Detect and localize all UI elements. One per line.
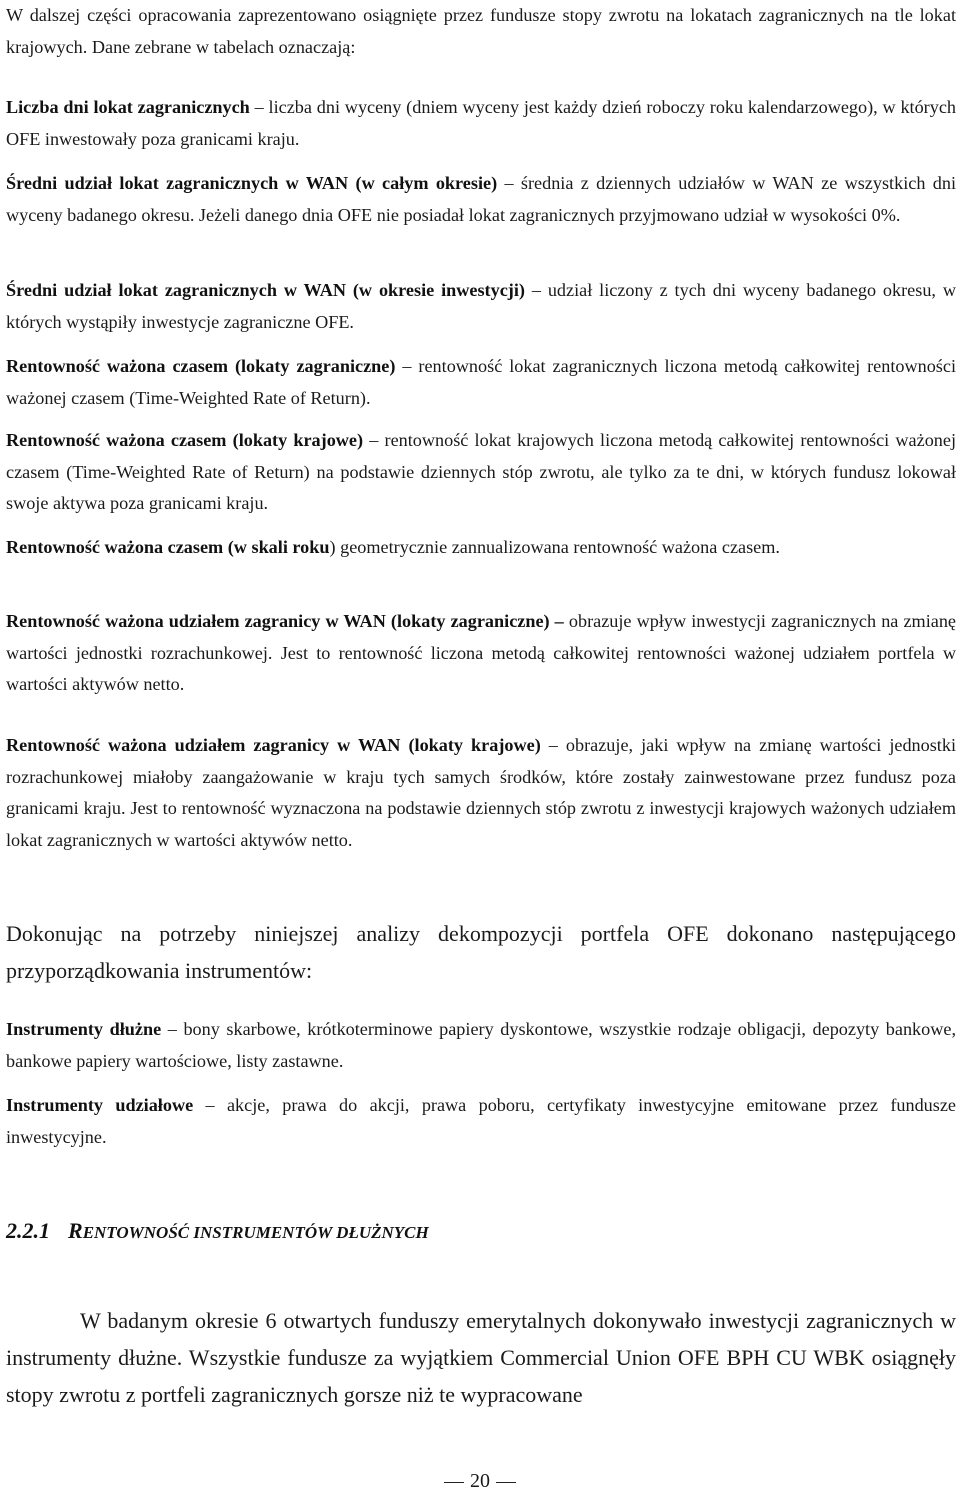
- instrument-desc: bony skarbowe, krótkoterminowe papiery dyskontowe, wszystkie rodzaje obligacji, depozyty bankowe, bankowe papiery wartościowe, listy zastawne.: [6, 1019, 957, 1071]
- intro-paragraph: W dalszej części opracowania zaprezentowano osiągnięte przez fundusze stopy zwrotu na lokatach zagranicznych na tle lokat krajowych. Dane zebrane w tabelach oznaczają:: [6, 5, 956, 57]
- section-number: 2.2.1: [6, 1218, 50, 1243]
- definition-term: Średni udział lokat zagranicznych w WAN (w całym okresie): [6, 173, 498, 193]
- decomposition-paragraph: Dokonując na potrzeby niniejszej analizy dekompozycji portfela OFE dokonano następującego przyporządkowania instrumentów:: [6, 921, 956, 983]
- instrument-desc: akcje, prawa do akcji, prawa poboru, certyfikaty inwestycyjne emitowane przez fundusze inwestycyjne.: [6, 1095, 957, 1147]
- definition-4: Rentowność ważona czasem (lokaty krajowe) – rentowność lokat krajowych liczona metodą całkowitej rentowności ważonej czasem (Time-Weighted Rate of Return) na podstawie dziennych stóp zwrotu, ale tylko za te dni, w których fundusz lokował swoje aktywa poza granicami kraju.: [6, 430, 957, 513]
- definition-1: Średni udział lokat zagranicznych w WAN (w całym okresie) – średnia z dziennych udziałów w WAN ze wszystkich dni wyceny badanego okresu. Jeżeli danego dnia OFE nie posiadał lokat zagranicznych przyjmowano udział w wysokości 0%.: [6, 173, 956, 225]
- body-paragraph: W badanym okresie 6 otwartych funduszy emerytalnych dokonywało inwestycji zagranicznych w instrumenty dłużne. Wszystkie fundusze za wyjątkiem Commercial Union OFE BPH CU WBK osiągnęły stopy zwrotu z portfeli zagranicznych gorsze niż te wypracowane: [6, 1308, 956, 1407]
- definition-6: [6, 606, 956, 701]
- section-title-initial: R: [68, 1218, 83, 1243]
- definition-term: Rentowność ważona udziałem zagranicy w WAN (lokaty krajowe): [6, 735, 541, 755]
- definition-term: Rentowność ważona czasem (lokaty krajowe): [6, 430, 364, 450]
- definition-desc: rentowność lokat zagranicznych liczona metodą całkowitej rentowności ważonej czasem (Time-Weighted Rate of Return).: [6, 356, 956, 408]
- definition-desc: rentowność lokat krajowych liczona metodą całkowitej rentowności ważonej czasem (Time-Weighted Rate of Return) na podstawie dziennych stóp zwrotu, ale tylko za te dni, w których fundusz lokował swoje aktywa poza granicami kraju.: [6, 430, 957, 513]
- definition-desc: obrazuje wpływ inwestycji zagranicznych na zmianę wartości jednostki rozrachunkowej. Jest to rentowność liczona metodą całkowitej rentowności ważonej udziałem portfela w wartości aktywów netto.: [6, 611, 956, 694]
- definition-desc: liczba dni wyceny (dniem wyceny jest każdy dzień roboczy roku kalendarzowego), w których OFE inwestowały poza granicami kraju.: [6, 97, 957, 149]
- definition-desc: udział liczony z tych dni wyceny badanego okresu, w których wystąpiły inwestycje zagraniczne OFE.: [6, 280, 957, 332]
- definition-desc: średnia z dziennych udziałów w WAN ze wszystkich dni wyceny badanego okresu. Jeżeli danego dnia OFE nie posiadał lokat zagranicznych przyjmowano udział w wysokości 0%.: [6, 173, 956, 225]
- definition-term: Rentowność ważona czasem (lokaty zagraniczne): [6, 356, 396, 376]
- definition-desc: geometrycznie zannualizowana rentowność ważona czasem.: [340, 537, 780, 557]
- definition-desc: obrazuje, jaki wpływ na zmianę wartości jednostki rozrachunkowej miałoby zaangażowanie w kraju tych samych środków, które zostały zainwestowane przez fundusz poza granicami kraju. Jest to rentowność wyznaczona na podstawie dziennych stóp zwrotu z inwestycji krajowych ważonych udziałem lokat zagranicznych w wartości aktywów netto.: [6, 735, 957, 850]
- page-number: 20: [0, 1470, 960, 1493]
- definition-7: Rentowność ważona udziałem zagranicy w WAN (lokaty krajowe) – obrazuje, jaki wpływ na zmianę wartości jednostki rozrachunkowej miałoby zaangażowanie w kraju tych samych środków, które zostały zainwestowane przez fundusz poza granicami kraju. Jest to rentowność wyznaczona na podstawie dziennych stóp zwrotu z inwestycji krajowych ważonych udziałem lokat zagranicznych w wartości aktywów netto.: [6, 735, 957, 850]
- definition-term: Rentowność ważona czasem (w skali roku: [6, 537, 330, 557]
- definition-term: Rentowność ważona udziałem zagranicy w WAN (lokaty zagraniczne) –: [6, 611, 564, 631]
- definition-0: Liczba dni lokat zagranicznych – liczba dni wyceny (dniem wyceny jest każdy dzień roboczy roku kalendarzowego), w których OFE inwestowały poza granicami kraju.: [6, 97, 957, 149]
- dash-left: [444, 1482, 464, 1483]
- definition-3: Rentowność ważona czasem (lokaty zagraniczne) – rentowność lokat zagranicznych liczona metodą całkowitej rentowności ważonej czasem (Time-Weighted Rate of Return).: [6, 356, 956, 408]
- dash-right: [496, 1482, 516, 1483]
- instrument-term: Instrumenty udziałowe: [6, 1095, 194, 1115]
- definition-2: Średni udział lokat zagranicznych w WAN (w okresie inwestycji) – udział liczony z tych dni wyceny badanego okresu, w których wystąpiły inwestycje zagraniczne OFE.: [6, 280, 957, 332]
- section-title-rest: ENTOWNOŚĆ INSTRUMENTÓW DŁUŻNYCH: [82, 1223, 429, 1242]
- section-heading: [6, 1218, 429, 1244]
- instrument-1: Instrumenty udziałowe – akcje, prawa do akcji, prawa poboru, certyfikaty inwestycyjne emitowane przez fundusze inwestycyjne.: [6, 1095, 957, 1147]
- instrument-0: Instrumenty dłużne – bony skarbowe, krótkoterminowe papiery dyskontowe, wszystkie rodzaje obligacji, depozyty bankowe, bankowe papiery wartościowe, listy zastawne.: [6, 1019, 957, 1071]
- instrument-term: Instrumenty dłużne: [6, 1019, 162, 1039]
- definition-5: Rentowność ważona czasem (w skali roku) geometrycznie zannualizowana rentowność ważona czasem.: [6, 537, 780, 557]
- definition-term: Średni udział lokat zagranicznych w WAN (w okresie inwestycji): [6, 280, 525, 300]
- definition-term: Liczba dni lokat zagranicznych: [6, 97, 250, 117]
